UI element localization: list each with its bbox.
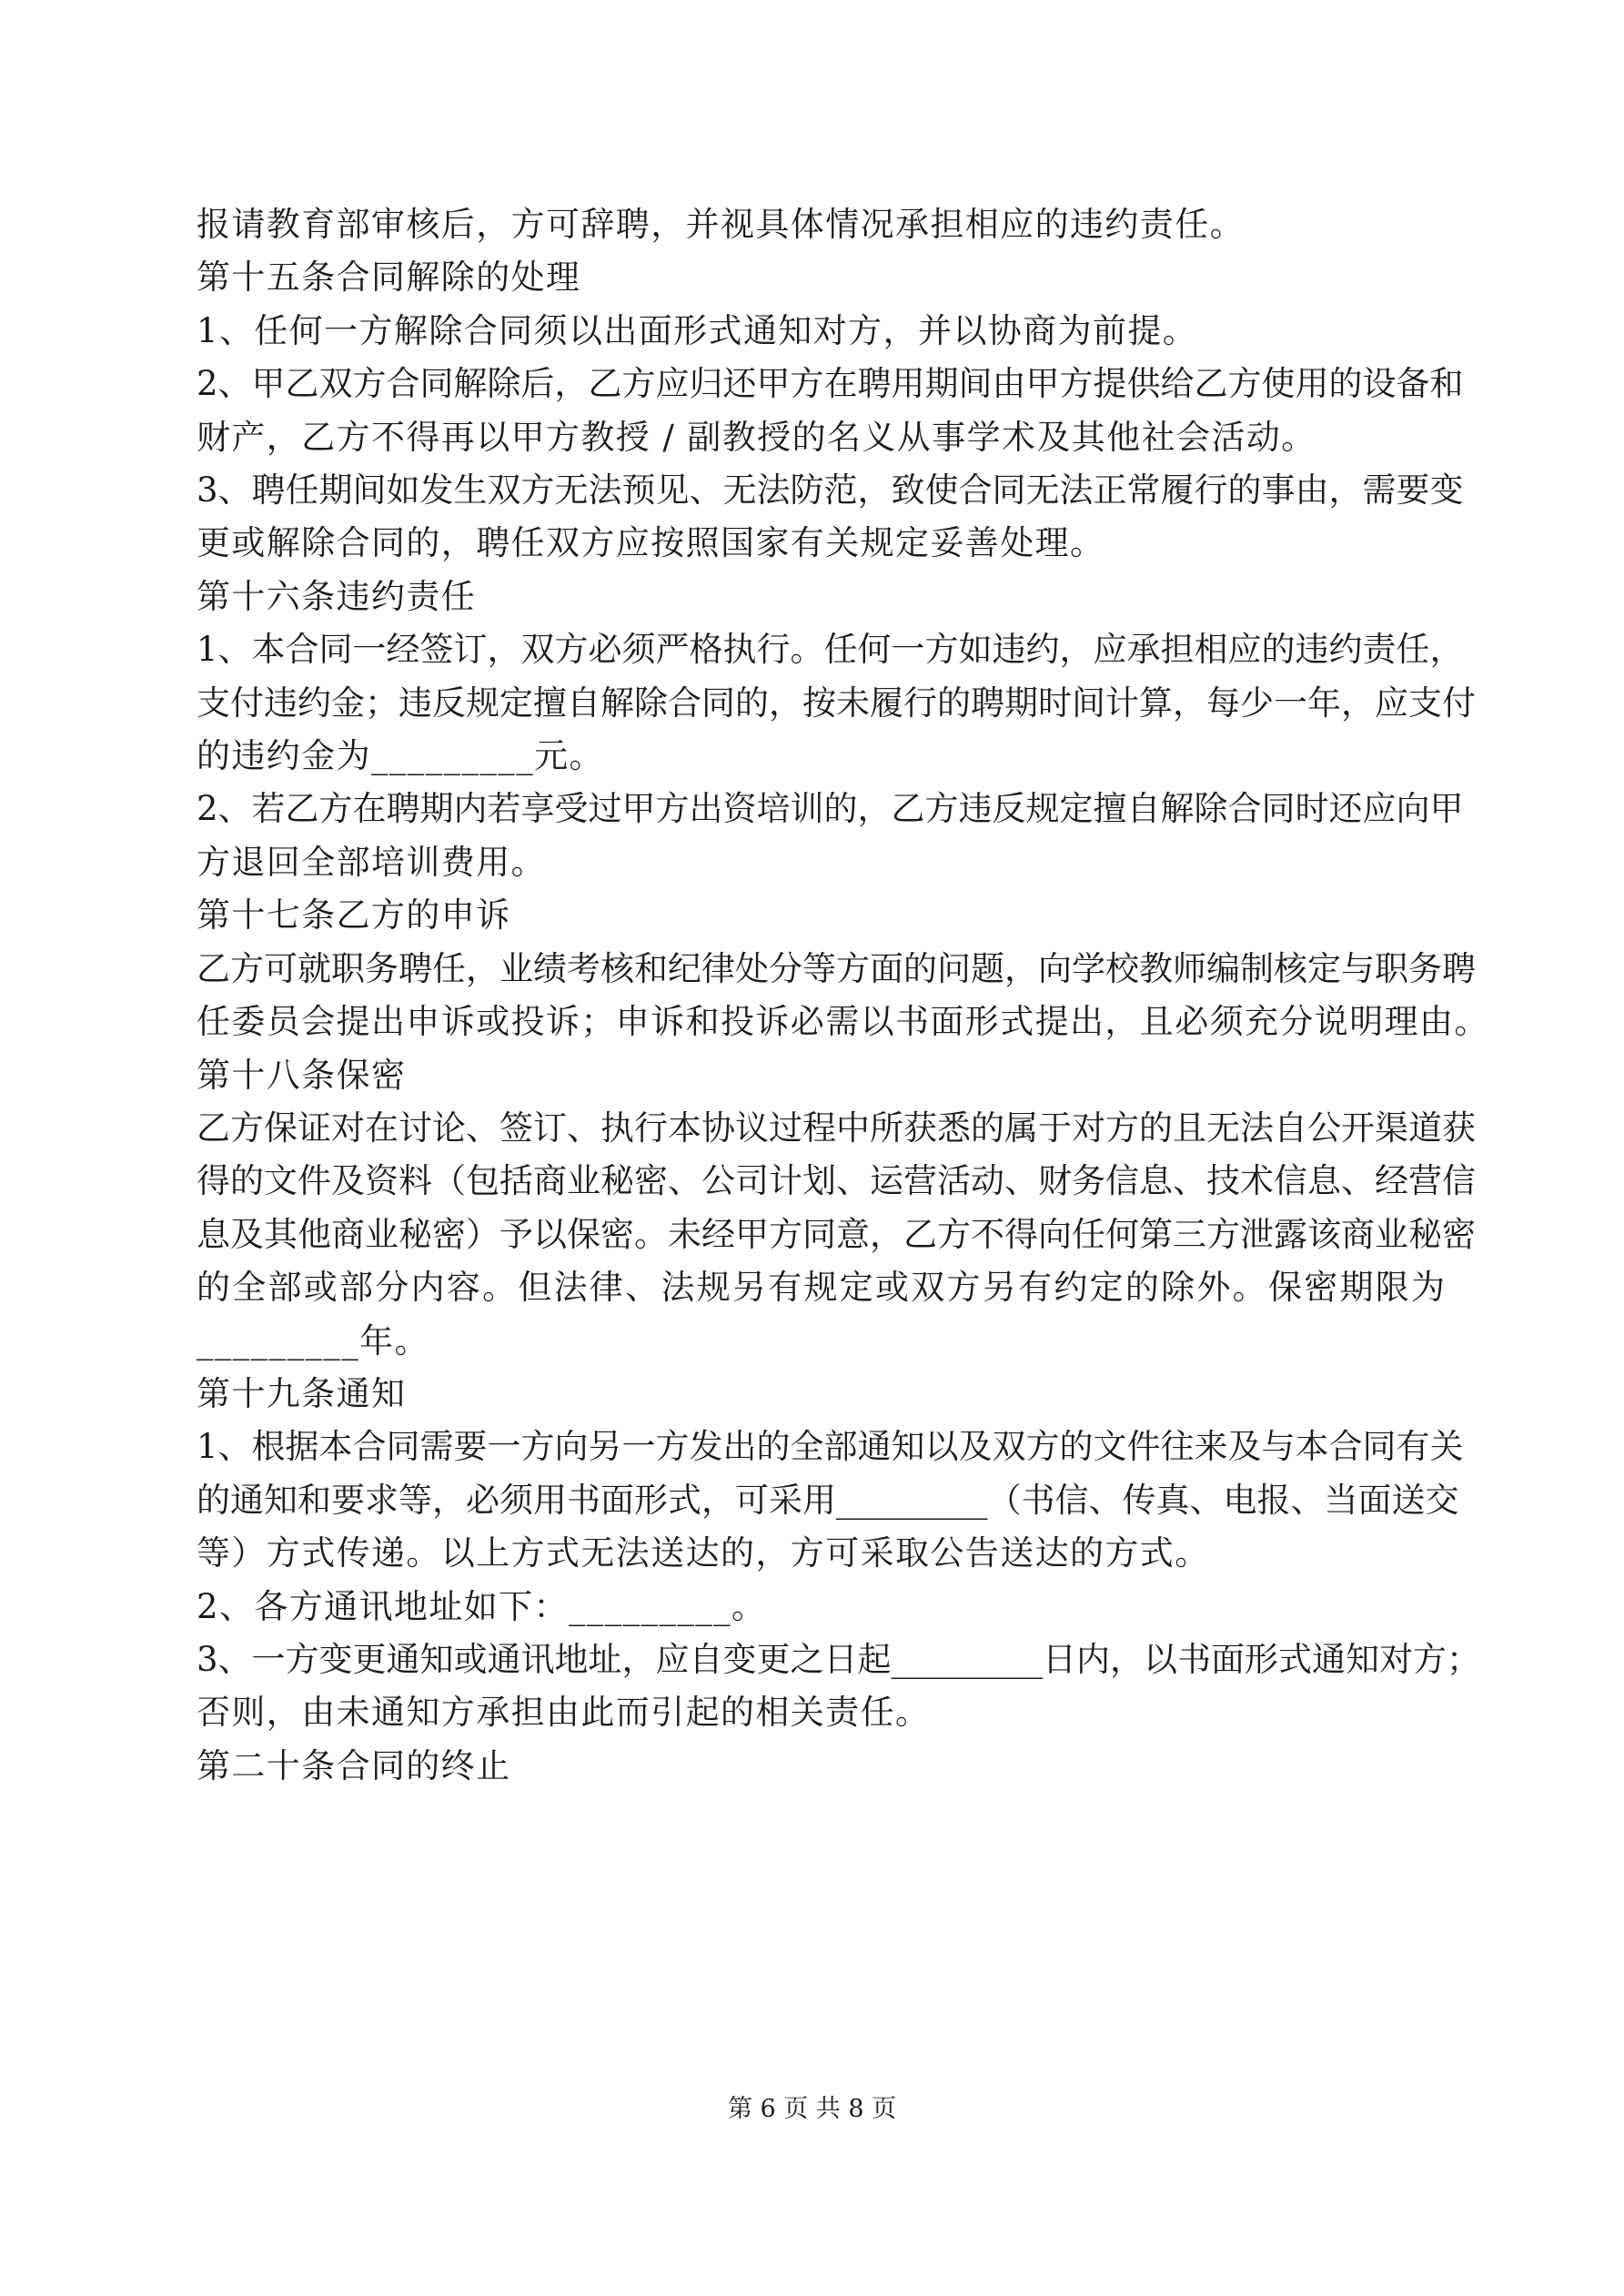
section-heading: 第十五条合同解除的处理 bbox=[197, 258, 581, 298]
document-body bbox=[197, 198, 1489, 1793]
section-heading: 第十九条通知 bbox=[197, 1373, 407, 1413]
text-line: 2、各方通讯地址如下：_________。 bbox=[197, 1586, 767, 1626]
text-line: 1、本合同一经签订，双方必须严格执行。任何一方如违约，应承担相应的违约责任， bbox=[197, 630, 1464, 670]
text-line: 1、根据本合同需要一方向另一方发出的全部通知以及双方的文件往来及与本合同有关 bbox=[197, 1427, 1464, 1467]
section-heading: 第十六条违约责任 bbox=[197, 576, 477, 616]
text-line: 支付违约金；违反规定擅自解除合同的，按未履行的聘期时间计算，每少一年，应支付 bbox=[197, 683, 1476, 723]
text-line: _________年。 bbox=[197, 1320, 429, 1360]
text-line: 更或解除合同的，聘任双方应按照国家有关规定妥善处理。 bbox=[197, 523, 1105, 563]
text-line: 的全部或部分内容。但法律、法规另有规定或双方另有约定的除外。保密期限为 bbox=[197, 1268, 1445, 1308]
text-line: 任委员会提出申诉或投诉；申诉和投诉必需以书面形式提出，且必须充分说明理由。 bbox=[197, 1002, 1489, 1042]
text-line: 得的文件及资料（包括商业秘密、公司计划、运营活动、财务信息、技术信息、经营信 bbox=[197, 1161, 1476, 1201]
text-line: 的通知和要求等，必须用书面形式，可采用_________（书信、传真、电报、当面送交 bbox=[197, 1480, 1459, 1520]
text-line: 息及其他商业秘密）予以保密。未经甲方同意，乙方不得向任何第三方泄露该商业秘密 bbox=[197, 1214, 1476, 1254]
page-number: 第 6 页 共 8 页 bbox=[727, 2095, 897, 2123]
text-line: 方退回全部培训费用。 bbox=[197, 842, 546, 882]
text-line: 等）方式传递。以上方式无法送达的，方可采取公告送达的方式。 bbox=[197, 1533, 1210, 1573]
text-line: 3、聘任期间如发生双方无法预见、无法防范，致使合同无法正常履行的事由，需要变 bbox=[197, 470, 1464, 511]
text-line: 否则，由未通知方承担由此而引起的相关责任。 bbox=[197, 1693, 931, 1733]
text-line: 乙方保证对在讨论、签订、执行本协议过程中所获悉的属于对方的且无法自公开渠道获 bbox=[197, 1108, 1476, 1148]
text-line: 乙方可就职务聘任，业绩考核和纪律处分等方面的问题，向学校教师编制核定与职务聘 bbox=[197, 948, 1476, 988]
text-line: 2、若乙方在聘期内若享受过甲方出资培训的，乙方违反规定擅自解除合同时还应向甲 bbox=[197, 789, 1464, 829]
text-line: 1、任何一方解除合同须以出面形式通知对方，并以协商为前提。 bbox=[197, 310, 1198, 350]
text-line: 3、一方变更通知或通讯地址，应自变更之日起_________日内，以书面形式通知对方； bbox=[197, 1639, 1481, 1679]
text-line: 财产，乙方不得再以甲方教授 / 副教授的名义从事学术及其他社会活动。 bbox=[197, 417, 1316, 457]
text-line: 报请教育部审核后，方可辞聘，并视具体情况承担相应的违约责任。 bbox=[197, 205, 1245, 244]
text-line: 2、甲乙双方合同解除后，乙方应归还甲方在聘用期间由甲方提供给乙方使用的设备和 bbox=[197, 364, 1464, 404]
section-heading: 第二十条合同的终止 bbox=[197, 1745, 511, 1785]
section-heading: 第十七条乙方的申诉 bbox=[197, 895, 511, 936]
text-line: 的违约金为_________元。 bbox=[197, 736, 604, 776]
section-heading: 第十八条保密 bbox=[197, 1055, 407, 1095]
